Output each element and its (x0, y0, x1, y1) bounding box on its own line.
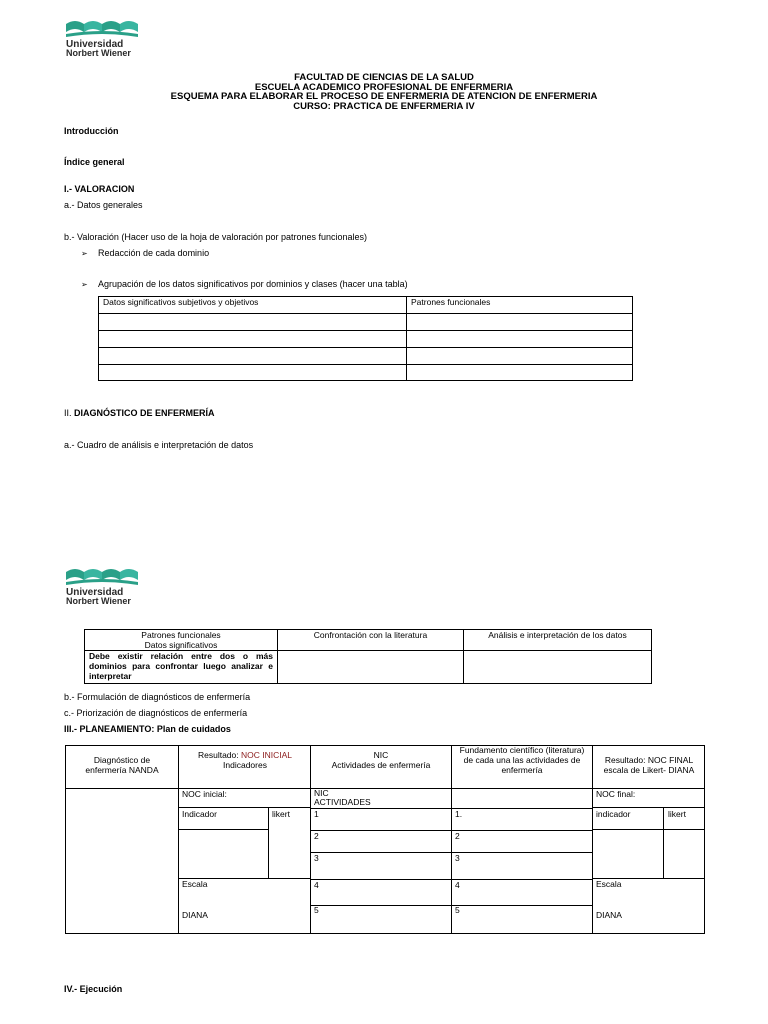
logo-line2: Norbert Wiener (66, 48, 131, 58)
table2-header-confrontacion: Confrontación con la literatura (278, 630, 464, 651)
datos-generales: a.- Datos generales (64, 200, 143, 210)
section-diagnostico (64, 408, 215, 419)
header-line1: FACULTAD DE CIENCIAS DE LA SALUD (294, 72, 474, 83)
analisis-table (84, 629, 652, 684)
fund-item-2: 2 (455, 831, 460, 841)
logo-emblem-icon (66, 20, 138, 40)
header-line2: ESCUELA ACADEMICO PROFESIONAL DE ENFERMERIA (254, 81, 514, 93)
nic-item-5: 5 (314, 905, 319, 915)
section-index: Índice general (64, 157, 125, 167)
table1-header-patrones: Patrones funcionales (407, 297, 633, 314)
section-intro: Introducción (64, 126, 119, 136)
table-row (99, 365, 633, 381)
logo-line1: Universidad (66, 39, 124, 50)
plan-header-fundamento: Fundamento científico (literatura) de cada una las actividades de enfermería (459, 745, 585, 775)
logo-emblem-icon (66, 568, 138, 588)
bullet-agrupacion: Agrupación de los datos significativos por dominios y clases (hacer una tabla) (98, 279, 408, 289)
logo-line1: Universidad (66, 587, 124, 598)
nic-label: NIC (314, 788, 329, 798)
table2-header-patrones-line1: Patrones funcionales (141, 630, 221, 640)
section-ejecucion: IV.- Ejecución (64, 984, 123, 994)
university-logo (66, 568, 161, 606)
diana-final-label: DIANA (596, 910, 622, 920)
table2-note: Debe existir relación entre dos o más dominios para confrontar luego analizar e interpretar (85, 651, 278, 684)
escala-label: Escala (182, 879, 208, 889)
table-row (99, 331, 633, 348)
table2-header-patrones-line2: Datos significativos (144, 640, 218, 650)
diana-label: DIANA (182, 910, 208, 920)
plan-cuidados-table (65, 745, 705, 934)
table-row (99, 314, 633, 331)
nic-item-1: 1 (314, 809, 319, 819)
noc-inicial-label: NOC inicial: (182, 789, 227, 799)
priorizacion-diagnosticos: c.- Priorización de diagnósticos de enfermería (64, 708, 248, 718)
fund-item-5: 5 (455, 905, 460, 915)
table-row (99, 348, 633, 365)
fund-item-4: 4 (455, 880, 460, 890)
plan-header-resultado (183, 750, 307, 770)
document-header (0, 73, 768, 111)
plan-header-actividades: Actividades de enfermería (331, 760, 431, 770)
plan-header-diagnostico: Diagnóstico de enfermería NANDA (85, 755, 159, 775)
table2-header-analisis: Análisis e interpretación de los datos (464, 630, 652, 651)
nic-actividades-label (314, 789, 371, 807)
section-valoracion: I.- VALORACION (64, 184, 135, 194)
header-line4: CURSO: PRACTICA DE ENFERMERIA IV (293, 100, 475, 112)
plan-header-resultado-prefix: Resultado: (197, 750, 241, 760)
diagnostico-title: DIAGNÓSTICO DE ENFERMERÍA (74, 408, 215, 418)
header-line3: ESQUEMA PARA ELABORAR EL PROCESO DE ENFERMERIA DE ATENCION DE ENFERMERIA (170, 91, 598, 103)
university-logo (66, 20, 161, 58)
valoracion-b: b.- Valoración (Hacer uso de la hoja de valoración por patrones funcionales) (64, 232, 368, 242)
indicador-label: Indicador (182, 809, 217, 819)
nic-item-2: 2 (314, 831, 319, 841)
formulacion-diagnosticos: b.- Formulación de diagnósticos de enfermería (64, 692, 251, 702)
fund-item-3: 3 (455, 853, 460, 863)
cuadro-analisis: a.- Cuadro de análisis e interpretación de datos (64, 440, 254, 450)
nic-item-3: 3 (314, 853, 319, 863)
nic-item-4: 4 (314, 880, 319, 890)
valoracion-table (98, 296, 633, 381)
plan-header-nic (315, 750, 447, 770)
escala-final-label: Escala (596, 879, 622, 889)
noc-final-label: NOC final: (596, 789, 636, 799)
diagnostico-prefix: II. (64, 408, 72, 418)
plan-header-indicadores: Indicadores (223, 760, 267, 770)
indicador-final-label: indicador (596, 809, 631, 819)
section-planeamiento: III.- PLANEAMIENTO: Plan de cuidados (64, 724, 231, 734)
table1-header-datos: Datos significativos subjetivos y objetivos (99, 297, 407, 314)
plan-header-noc-inicial: NOC INICIAL (240, 750, 292, 760)
arrow-bullet-icon: ➢ (81, 280, 88, 289)
arrow-bullet-icon: ➢ (81, 249, 88, 258)
likert-label: likert (272, 809, 290, 819)
fund-item-1: 1. (455, 809, 463, 819)
table2-header-patrones (85, 630, 278, 651)
logo-line2: Norbert Wiener (66, 596, 131, 606)
plan-header-nic-label: NIC (373, 750, 389, 760)
bullet-redaccion: Redacción de cada dominio (98, 248, 210, 258)
plan-header-noc-final: Resultado: NOC FINAL escala de Likert- DIANA (603, 755, 695, 775)
actividades-label: ACTIVIDADES (314, 797, 371, 807)
likert-final-label: likert (668, 809, 686, 819)
